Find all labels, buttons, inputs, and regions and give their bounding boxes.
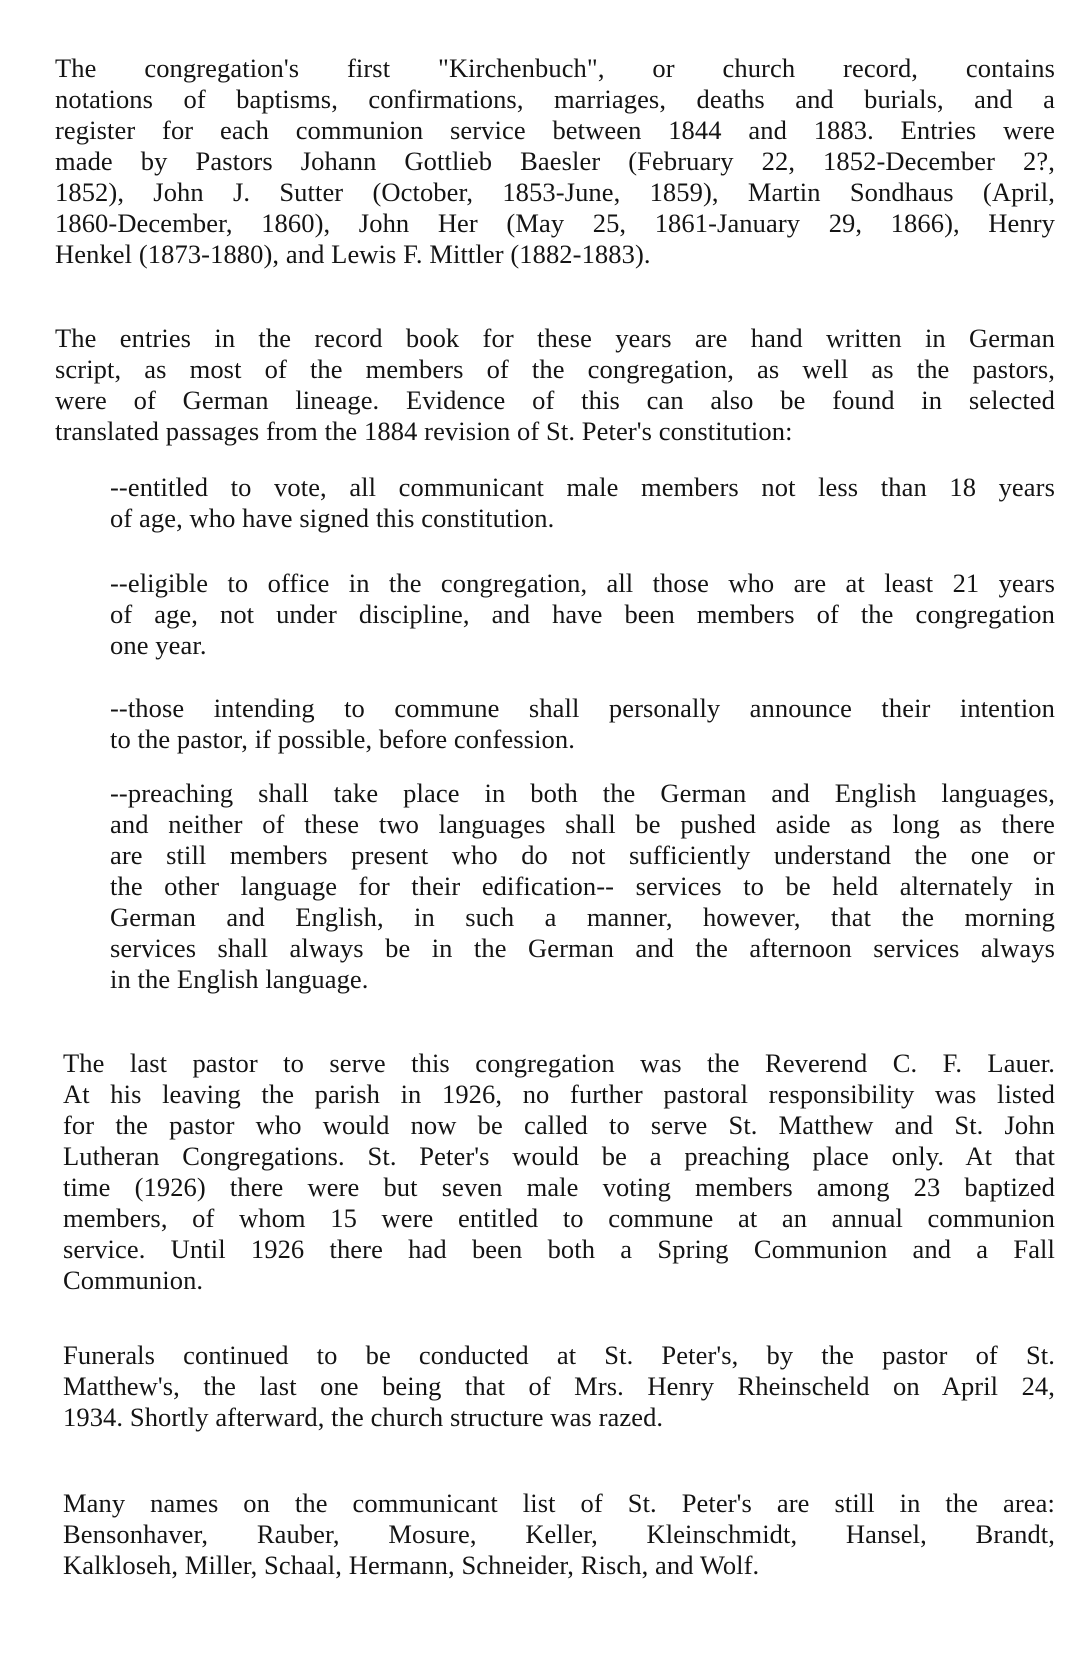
text-line: script, as most of the members of the congregation, as well as the pastors, — [55, 354, 1055, 384]
text-line: notations of baptisms, confirmations, marriages, deaths and burials, and a — [55, 84, 1055, 114]
text-line: Communion. — [63, 1265, 204, 1295]
text-line: --entitled to vote, all communicant male members not less than 18 years — [110, 472, 1055, 502]
text-line: 1934. Shortly afterward, the church structure was razed. — [63, 1402, 664, 1432]
text-line: Funerals continued to be conducted at St. Peter's, by the pastor of St. — [63, 1340, 1055, 1370]
text-line: services shall always be in the German and the afternoon services always — [110, 933, 1055, 963]
text-line: one year. — [110, 630, 207, 660]
text-line: The congregation's first "Kirchenbuch", or church record, contains — [55, 53, 1055, 83]
paragraph-church-record — [55, 53, 1055, 270]
text-line: Many names on the communicant list of St. Peter's are still in the area: — [63, 1488, 1055, 1518]
text-line: register for each communion service between 1844 and 1883. Entries were — [55, 115, 1055, 145]
text-line: Henkel (1873-1880), and Lewis F. Mittler (1882-1883). — [55, 239, 651, 269]
text-line: service. Until 1926 there had been both a Spring Communion and a Fall — [63, 1234, 1055, 1264]
text-line: Bensonhaver, Rauber, Mosure, Keller, Kleinschmidt, Hansel, Brandt, — [63, 1519, 1055, 1549]
text-line: --those intending to commune shall personally announce their intention — [110, 693, 1055, 723]
text-line: for the pastor who would now be called to serve St. Matthew and St. John — [63, 1110, 1055, 1140]
text-line: 1860-December, 1860), John Her (May 25, 1861-January 29, 1866), Henry — [55, 208, 1055, 238]
text-line: time (1926) there were but seven male voting members among 23 baptized — [63, 1172, 1055, 1202]
text-line: --preaching shall take place in both the German and English languages, — [110, 778, 1055, 808]
text-line: were of German lineage. Evidence of this can also be found in selected — [55, 385, 1055, 415]
text-line: The entries in the record book for these years are hand written in German — [55, 323, 1055, 353]
paragraph-funerals — [63, 1340, 1055, 1433]
text-line: to the pastor, if possible, before confession. — [110, 724, 575, 754]
text-line: At his leaving the parish in 1926, no further pastoral responsibility was listed — [63, 1079, 1055, 1109]
text-line: The last pastor to serve this congregation was the Reverend C. F. Lauer. — [63, 1048, 1055, 1078]
text-line: translated passages from the 1884 revision of St. Peter's constitution: — [55, 416, 793, 446]
text-line: Lutheran Congregations. St. Peter's would be a preaching place only. At that — [63, 1141, 1055, 1171]
paragraph-communicant-names — [63, 1488, 1055, 1581]
text-line: Kalkloseh, Miller, Schaal, Hermann, Schneider, Risch, and Wolf. — [63, 1550, 760, 1580]
text-line: are still members present who do not sufficiently understand the one or — [110, 840, 1055, 870]
text-line: German and English, in such a manner, however, that the morning — [110, 902, 1055, 932]
text-line: of age, not under discipline, and have been members of the congregation — [110, 599, 1055, 629]
constitution-passage-commune — [110, 693, 1055, 755]
paragraph-last-pastor — [63, 1048, 1055, 1296]
text-line: of age, who have signed this constitution. — [110, 503, 555, 533]
text-line: members, of whom 15 were entitled to commune at an annual communion — [63, 1203, 1055, 1233]
constitution-passage-preaching — [110, 778, 1055, 995]
text-line: the other language for their edification-- services to be held alternately in — [110, 871, 1055, 901]
text-line: --eligible to office in the congregation, all those who are at least 21 years — [110, 568, 1055, 598]
text-line: 1852), John J. Sutter (October, 1853-June, 1859), Martin Sondhaus (April, — [55, 177, 1055, 207]
paragraph-german-script — [55, 323, 1055, 447]
text-line: Matthew's, the last one being that of Mrs. Henry Rheinscheld on April 24, — [63, 1371, 1055, 1401]
constitution-passage-vote — [110, 472, 1055, 534]
text-line: in the English language. — [110, 964, 369, 994]
constitution-passage-office — [110, 568, 1055, 661]
text-line: and neither of these two languages shall be pushed aside as long as there — [110, 809, 1055, 839]
text-line: made by Pastors Johann Gottlieb Baesler (February 22, 1852-December 2?, — [55, 146, 1055, 176]
